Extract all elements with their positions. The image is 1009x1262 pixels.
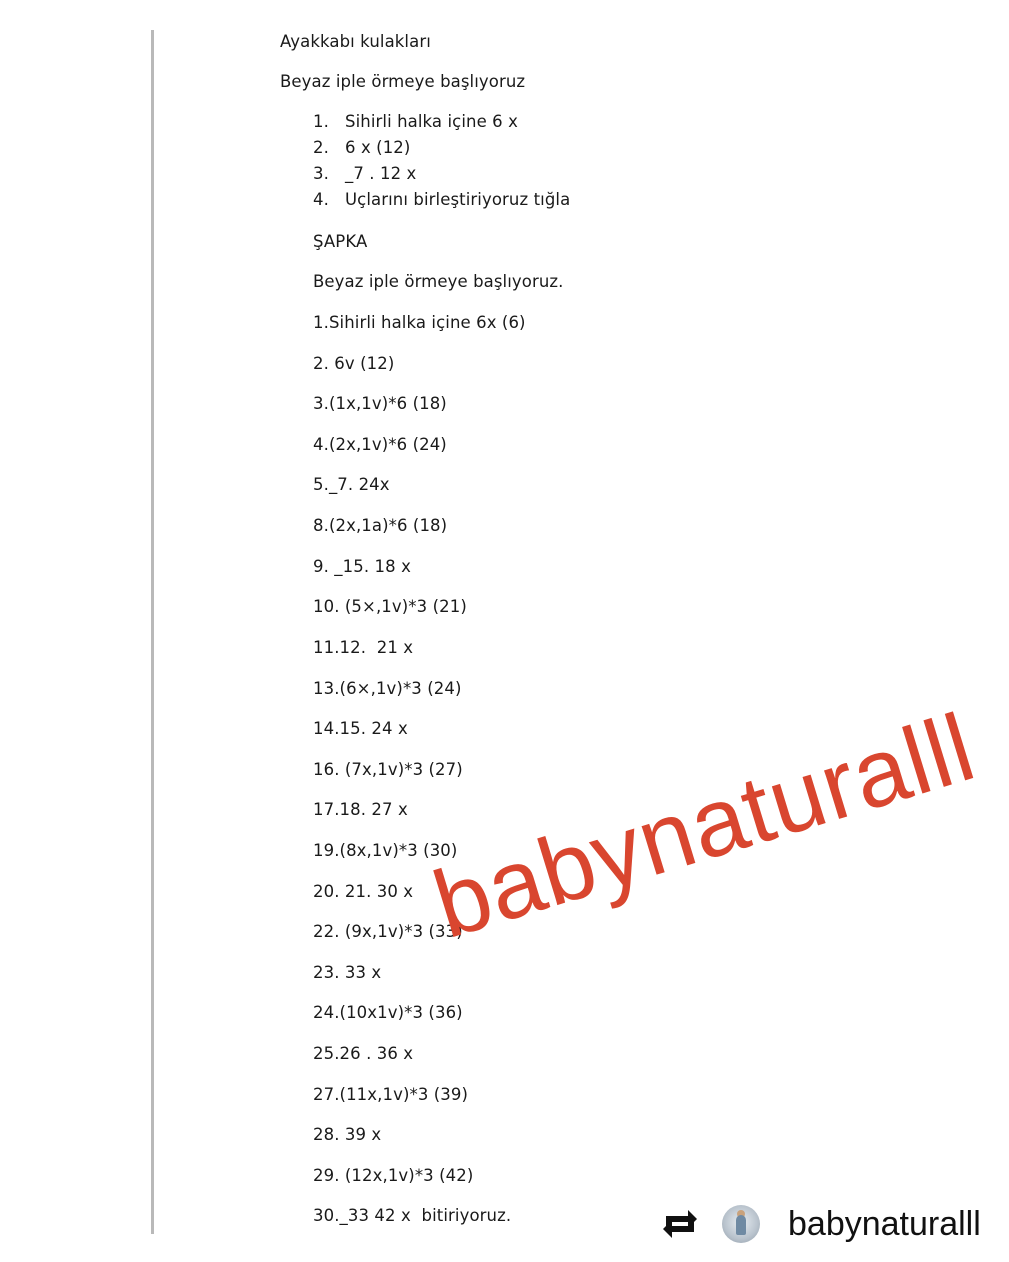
pattern-row: 29. (12x,1v)*3 (42) bbox=[313, 1166, 474, 1185]
list-item bbox=[313, 190, 570, 210]
list-text: Uçlarını birleştiriyoruz tığla bbox=[345, 190, 571, 209]
pattern-row: 20. 21. 30 x bbox=[313, 882, 414, 901]
pattern-row: 8.(2x,1a)*6 (18) bbox=[313, 516, 448, 535]
pattern-row: 28. 39 x bbox=[313, 1125, 382, 1144]
list-number: 2. bbox=[313, 138, 329, 157]
avatar[interactable] bbox=[722, 1205, 760, 1243]
list-text: _7 . 12 x bbox=[345, 164, 417, 183]
pattern-row: 5._7. 24x bbox=[313, 475, 390, 494]
pattern-row: 19.(8x,1v)*3 (30) bbox=[313, 841, 458, 860]
pattern-row: 2. 6v (12) bbox=[313, 354, 395, 373]
pattern-row: 25.26 . 36 x bbox=[313, 1044, 414, 1063]
pattern-row: 4.(2x,1v)*6 (24) bbox=[313, 435, 447, 454]
watermark-text: babynaturalll bbox=[422, 693, 987, 959]
pattern-row: 1.Sihirli halka içine 6x (6) bbox=[313, 313, 526, 332]
pattern-row: 9. _15. 18 x bbox=[313, 557, 411, 576]
list-item bbox=[313, 138, 410, 158]
pattern-row: 3.(1x,1v)*6 (18) bbox=[313, 394, 447, 413]
list-item bbox=[313, 112, 518, 132]
repost-icon bbox=[660, 1206, 700, 1242]
username-label[interactable]: babynaturalll bbox=[788, 1204, 981, 1243]
section-intro-hat: Beyaz iple örmeye başlıyoruz. bbox=[313, 272, 564, 291]
pattern-row: 30._33 42 x bitiriyoruz. bbox=[313, 1206, 512, 1225]
repost-attribution bbox=[660, 1196, 981, 1252]
section-intro-ear: Beyaz iple örmeye başlıyoruz bbox=[280, 72, 526, 91]
pattern-row: 23. 33 x bbox=[313, 963, 382, 982]
list-item bbox=[313, 164, 416, 184]
pattern-row: 14.15. 24 x bbox=[313, 719, 408, 738]
pattern-row: 27.(11x,1v)*3 (39) bbox=[313, 1085, 469, 1104]
list-number: 4. bbox=[313, 190, 329, 209]
pattern-row: 10. (5×,1v)*3 (21) bbox=[313, 597, 467, 616]
section-title-hat: ŞAPKA bbox=[313, 232, 368, 251]
list-text: Sihirli halka içine 6 x bbox=[345, 112, 518, 131]
pattern-row: 24.(10x1v)*3 (36) bbox=[313, 1003, 463, 1022]
list-number: 1. bbox=[313, 112, 329, 131]
pattern-row: 13.(6×,1v)*3 (24) bbox=[313, 679, 462, 698]
page-margin-rule bbox=[151, 30, 154, 1234]
avatar-figure-shape bbox=[736, 1215, 746, 1235]
list-number: 3. bbox=[313, 164, 329, 183]
section-title-ear: Ayakkabı kulakları bbox=[280, 32, 431, 51]
pattern-row: 11.12. 21 x bbox=[313, 638, 414, 657]
pattern-row: 17.18. 27 x bbox=[313, 800, 408, 819]
pattern-row: 22. (9x,1v)*3 (33) bbox=[313, 922, 463, 941]
list-text: 6 x (12) bbox=[345, 138, 411, 157]
pattern-row: 16. (7x,1v)*3 (27) bbox=[313, 760, 463, 779]
